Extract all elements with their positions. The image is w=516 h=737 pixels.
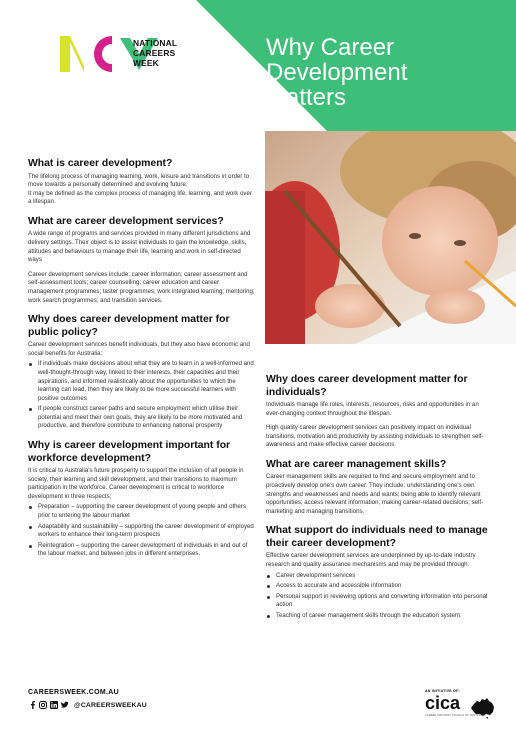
cica-subtitle: CAREER INDUSTRY COUNCIL OF AUSTRALIA	[425, 714, 485, 717]
cica-wordmark: cica	[425, 693, 461, 713]
title-line-3: Matters	[266, 84, 347, 111]
list-item: Reintegration – supporting the career development of individuals in and out of the labour market, and between jobs in different enterprises.	[28, 542, 256, 559]
section-services	[28, 216, 256, 305]
logo-line-1: NATIONAL	[133, 38, 178, 48]
list-item: Personal support in reviewing options and converting information into personal action	[266, 593, 490, 610]
social-handle[interactable]: @CAREERSWEEKAU	[74, 701, 147, 709]
heading-skills: What are career management skills?	[266, 458, 447, 470]
section-public-policy	[28, 314, 256, 431]
public-policy-intro: Career development services benefit individuals, but they also have economic and social benefits for Australia:	[28, 341, 250, 357]
right-column	[266, 374, 490, 630]
list-item: If individuals make decisions about what they are to learn in a well-informed and well-thought-through way, linked to their interests, their capacities and their aspirations, and informed realistically about the opportunities to which the learning can lead, then they are likely to be more successful learners with positive outcomes	[28, 360, 256, 403]
initiative-label: AN INITIATIVE OF:	[425, 689, 460, 693]
logo-wordmark	[133, 38, 177, 68]
list-item: If people construct career paths and secure employment which utilise their potential and meet their own goals, they are likely to be more motivated and productive, and therefore contribute to enhancing national prosperity	[28, 405, 256, 431]
page-title	[266, 35, 506, 110]
instagram-icon[interactable]	[39, 701, 47, 709]
twitter-icon[interactable]	[61, 701, 69, 709]
heading-support: What support do individuals need to manage their career development?	[266, 525, 488, 549]
children-drawing-photo	[265, 131, 516, 344]
logo-line-3: WEEK	[133, 58, 159, 68]
list-item: Preparation – supporting the career development of young people and others prior to entering the labour market	[28, 503, 256, 520]
cica-logo	[425, 689, 505, 719]
heading-what-is: What is career development?	[28, 158, 173, 169]
list-item: Adaptability and sustainability – supporting the career development of employed workers to enhance their long-term prospects	[28, 523, 256, 540]
social-links	[28, 701, 147, 709]
facebook-icon[interactable]	[28, 701, 36, 709]
list-item: Access to accurate and accessible information	[266, 582, 490, 591]
left-column	[28, 158, 256, 568]
section-individuals	[266, 374, 490, 450]
workforce-intro: It is critical to Australia's future prosperity to support the inclusion of all people in society, their learning and skill development, and their transitions to maximum participation in the workforce. Career development is critical to workforce development in three respects;	[28, 467, 244, 500]
skills-paragraph: Career management skills are required to find and secure employment and to proactively develop one's own career. They include: understanding one's own strengths and weaknesses and needs and wants; being able to identify relevant opportunities; access relevant information; making career-related decisions; self-marketing and managing transitions.	[266, 473, 484, 515]
linkedin-icon[interactable]	[50, 701, 58, 709]
section-what-is	[28, 158, 256, 207]
support-intro: Effective career development services are underpinned by up-to-date industry research and quality assurance mechanisms and may be provided through:	[266, 552, 476, 569]
heading-workforce: Why is career development important for workforce development?	[28, 440, 231, 464]
website-link[interactable]: CAREERSWEEK.COM.AU	[28, 689, 119, 696]
logo-line-2: CAREERS	[133, 48, 176, 58]
heading-individuals: Why does career development matter for individuals?	[266, 374, 468, 398]
public-policy-list	[28, 360, 256, 431]
what-is-paragraph-2: It may be defined as the complex process of managing life, learning, and work over a lifespan.	[28, 189, 252, 206]
heading-services: What are career development services?	[28, 215, 224, 227]
support-list	[266, 572, 490, 621]
services-paragraph-1: A wide range of programs and services provided in many different jurisdictions and delivery settings. Their object is to assist individuals to gain the knowledge, skills, attitudes and behaviours to manage their life, learning and work in self-directed ways	[28, 230, 251, 264]
what-is-paragraph-1: The lifelong process of managing learning, work, leisure and transitions in order to move towards a personally determined and evolving future.	[28, 172, 250, 189]
section-support	[266, 525, 490, 620]
footer	[28, 689, 498, 719]
title-line-1: Why Career	[266, 34, 395, 61]
section-workforce	[28, 440, 256, 559]
list-item: Career development services	[266, 572, 490, 581]
section-skills	[266, 459, 490, 516]
services-paragraph-2: Career development services include: career information; career assessment and self-assessment tools; career counselling; career education and career management programmes; taster programmes; work integrated learning; mentoring; work search programmes; and transition services.	[28, 270, 255, 304]
workforce-list	[28, 503, 256, 559]
individuals-paragraph-2: High quality career development services can positively impact on individual transitions, motivation and productivity by assisting individuals to strengthen self-awareness and make effective career decisions.	[266, 424, 484, 449]
heading-public-policy: Why does career development matter for public policy?	[28, 314, 230, 338]
individuals-paragraph-1: Individuals manage life roles, interests, resources, risks and opportunities in an ever-changing context throughout the lifespan.	[266, 401, 479, 417]
list-item: Teaching of career management skills through the education system.	[266, 612, 490, 621]
title-line-2: Development	[266, 59, 408, 86]
